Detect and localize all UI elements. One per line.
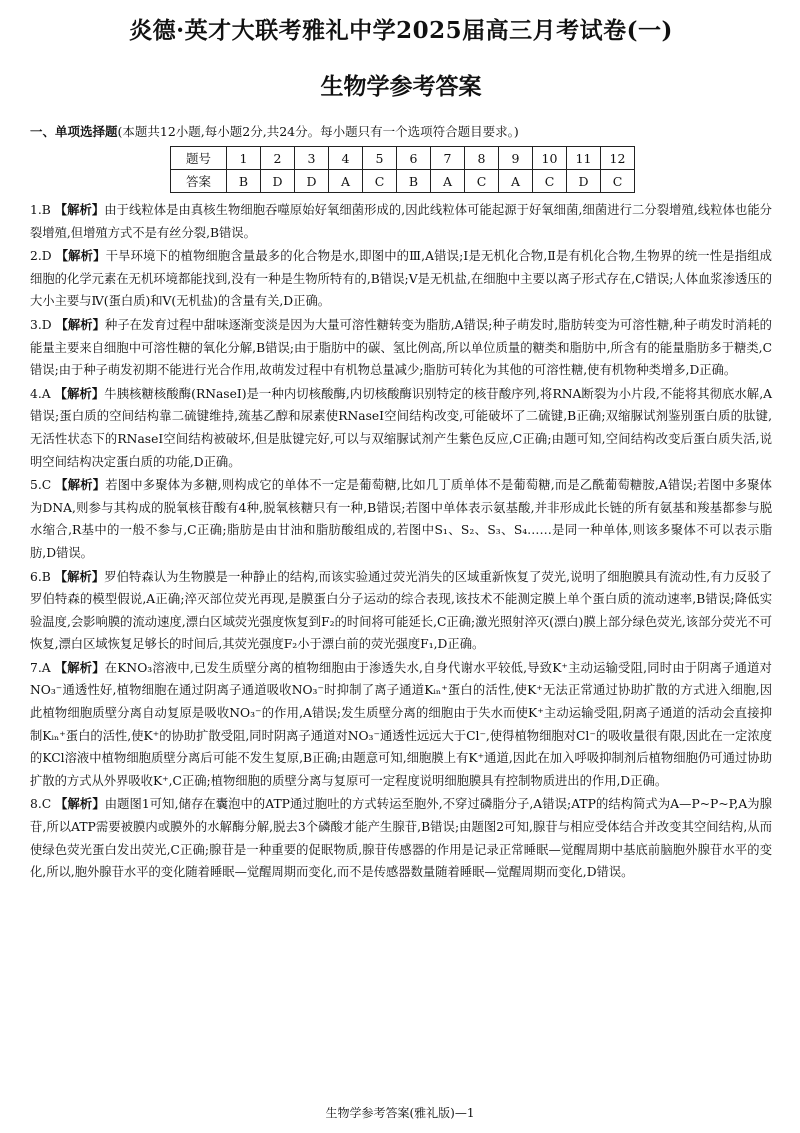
analysis-tag: 【解析】 [55,316,105,332]
explanation-item [30,474,772,564]
explanations-list [30,199,772,884]
row-header-answer: 答案 [171,170,227,193]
question-number: 12 [601,147,635,170]
answer-cell: D [567,170,601,193]
answer-cell: A [499,170,533,193]
analysis-tag: 【解析】 [54,202,105,217]
answer-key-title: 生物学参考答案 [320,73,482,100]
item-number: 6.B [30,569,51,584]
explanation-item [30,566,772,656]
item-number: 1.B [30,203,51,217]
explanation-item [30,314,772,382]
analysis-tag: 【解析】 [55,248,106,264]
item-number: 5.C [30,478,52,493]
item-text: 罗伯特森认为生物膜是一种静止的结构,而该实验通过荧光消失的区域重新恢复了荧光,说明了细胞膜具有流动性,有力反驳了罗伯特森的模型假说,A正确;淬灭部位荧光再现,是膜蛋白分子运动的综合表现,该技术不能测定膜上单个蛋白质的流动速率,B错误;降低实验温度,会影响膜的流动速度,漂白区域荧光强度恢复到F₂的时间将可能延长,C正确;激光照射淬灭(漂白)膜上部分绿色荧光,该部分荧光不可恢复,漂白区域恢复足够长的时间后,其荧光强度F₂小于漂白前的荧光强度F₁,D正确。 [30,569,772,652]
answer-table [170,146,635,193]
answer-cell: B [227,170,261,193]
explanation-item [30,657,772,793]
question-number: 4 [329,147,363,170]
question-number: 10 [533,147,567,170]
answer-cell: B [397,170,431,193]
answer-table-answer-row [171,170,635,193]
answer-cell: D [261,170,295,193]
item-number: 8.C [30,797,52,812]
question-number: 8 [465,147,499,170]
item-number: 3.D [30,317,52,332]
explanation-item [30,793,772,883]
answer-cell: D [295,170,329,193]
item-text: 种子在发育过程中甜味逐渐变淡是因为大量可溶性糖转变为脂肪,A错误;种子萌发时,脂肪转变为可溶性糖,种子萌发时消耗的能量主要来自细胞中可溶性糖的氧化分解,B错误;由于脂肪中的碳、氢比例高,所以单位质量的糖类和脂肪中,所含有的能量脂肪多于糖类,C错误;由于种子萌发初期不能进行光合作用,故萌发过程中有机物总量减少;脂肪可转化为其他的可溶性糖,使有机物种类增多,D正确。 [30,317,772,378]
item-text: 牛胰核糖核酸酶(RNaseI)是一种内切核酸酶,内切核酸酶识别特定的核苷酸序列,将RNA断裂为小片段,不能将其彻底水解,A错误;蛋白质的空间结构靠二硫键维持,巯基乙醇和尿素使RNaseI空间结构改变,可能破坏了二硫键,B正确;双缩脲试剂鉴别蛋白质的肽键,无活性状态下的RNaseI空间结构被破坏,但是肽键完好,可以与双缩脲试剂产生紫色反应,C正确;由题可知,空间结构改变后蛋白质失活,说明空间结构决定蛋白质的功能,D正确。 [30,386,772,469]
analysis-tag: 【解析】 [54,659,105,675]
explanation-item [30,245,772,313]
question-number: 6 [397,147,431,170]
question-number: 11 [567,147,601,170]
question-number: 9 [499,147,533,170]
item-text: 由题图1可知,储存在囊泡中的ATP通过胞吐的方式转运至胞外,不穿过磷脂分子,A错误;ATP的结构简式为A—P~P~P,A为腺苷,所以ATP需要被膜内或膜外的水解酶分解,脱去3个磷酸才能产生腺苷,B错误;由题图2可知,腺苷与相应受体结合并改变其空间结构,从而使绿色荧光蛋白发出荧光,C正确;腺苷是一种重要的促眠物质,腺苷传感器的作用是记录正常睡眠—觉醒周期中基底前脑胞外腺苷水平的变化,所以,胞外腺苷水平的变化随着睡眠—觉醒周期而变化,而不是传感器数量随着睡眠—觉醒周期而变化,D错误。 [30,797,772,880]
page-footer: 生物学参考答案(雅礼版)—1 [325,1106,475,1120]
answer-cell: C [465,170,499,193]
answer-cell: C [533,170,567,193]
analysis-tag: 【解析】 [55,796,105,812]
analysis-tag: 【解析】 [55,477,106,493]
question-number: 7 [431,147,465,170]
section-heading [30,122,772,142]
question-number: 5 [363,147,397,170]
exam-title: 炎德·英才大联考雅礼中学2025届高三月考试卷(一) [129,17,673,44]
question-number: 3 [295,147,329,170]
item-text: 若图中多聚体为多糖,则构成它的单体不一定是葡萄糖,比如几丁质单体不是葡萄糖,而是乙酰葡萄糖胺,A错误;若图中多聚体为DNA,则参与其构成的脱氧核苷酸有4种,脱氧核糖只有一种,B错误;若图中单体表示氨基酸,并非形成此长链的所有氨基和羧基都参与脱水缩合,R基中的一般不参与,C正确;脂肪是由甘油和脂肪酸组成的,若图中S₁、S₂、S₃、S₄……是同一种单体,则该多聚体不可以表示脂肪,D错误。 [30,478,772,560]
question-number: 1 [227,147,261,170]
item-number: 7.A [30,660,51,675]
item-text: 在KNO₃溶液中,已发生质壁分离的植物细胞由于渗透失水,自身代谢水平较低,导致K⁺主动运输受阻,同时由于阴离子通道对NO₃⁻通透性好,植物细胞在通过阴离子通道吸收NO₃⁻时抑制了离子通道Kᵢₙ⁺蛋白的活性,使K⁺无法正常通过协助扩散的方式进入细胞,因此植物细胞质壁分离自动复原是吸收NO₃⁻的作用,A错误;发生质壁分离的细胞由于失水而使K⁺主动运输受阻,阴离子通道的活动会直接抑制Kᵢₙ⁺蛋白的活性,使K⁺的协助扩散受阻,同时阴离子通道对NO₃⁻通透性远远大于Cl⁻,使得植物细胞对Cl⁻的吸收量很有限,因此在一定浓度的KCl溶液中植物细胞质壁分离后可能不发生复原,B正确;由题意可知,细胞膜上有K⁺通道,因此在加入呼吸抑制剂后植物细胞仍可通过协助扩散的方式从外界吸收K⁺,C正确;植物细胞的质壁分离与复原可一定程度说明细胞膜具有控制物质进出的作用,D正确。 [30,660,772,788]
item-text: 干旱环境下的植物细胞含量最多的化合物是水,即图中的Ⅲ,A错误;Ⅰ是无机化合物,Ⅱ是有机化合物,生物界的统一性是指组成细胞的化学元素在无机环境都能找到,没有一种是生物所特有的,B错误;Ⅴ是无机盐,在细胞中主要以离子形式存在,C错误;人体血浆渗透压的大小主要与Ⅳ(蛋白质)和Ⅴ(无机盐)的含量有关,D正确。 [30,249,772,309]
item-number: 2.D [30,249,52,264]
answer-table-number-row [171,147,635,170]
section-label: 一、单项选择题 [30,124,118,139]
answer-cell: C [601,170,635,193]
explanation-item [30,199,772,244]
explanation-item [30,383,772,473]
answer-cell: A [431,170,465,193]
section-description: (本题共12小题,每小题2分,共24分。每小题只有一个选项符合题目要求。) [117,124,519,139]
row-header-number: 题号 [171,147,227,170]
item-number: 4.A [30,386,51,401]
answer-cell: C [363,170,397,193]
answer-cell: A [329,170,363,193]
analysis-tag: 【解析】 [54,568,105,584]
analysis-tag: 【解析】 [54,385,105,401]
item-text: 由于线粒体是由真核生物细胞吞噬原始好氧细菌形成的,因此线粒体可能起源于好氧细菌,细菌进行二分裂增殖,线粒体也能分裂增殖,但增殖方式不是有丝分裂,B错误。 [30,203,772,240]
question-number: 2 [261,147,295,170]
